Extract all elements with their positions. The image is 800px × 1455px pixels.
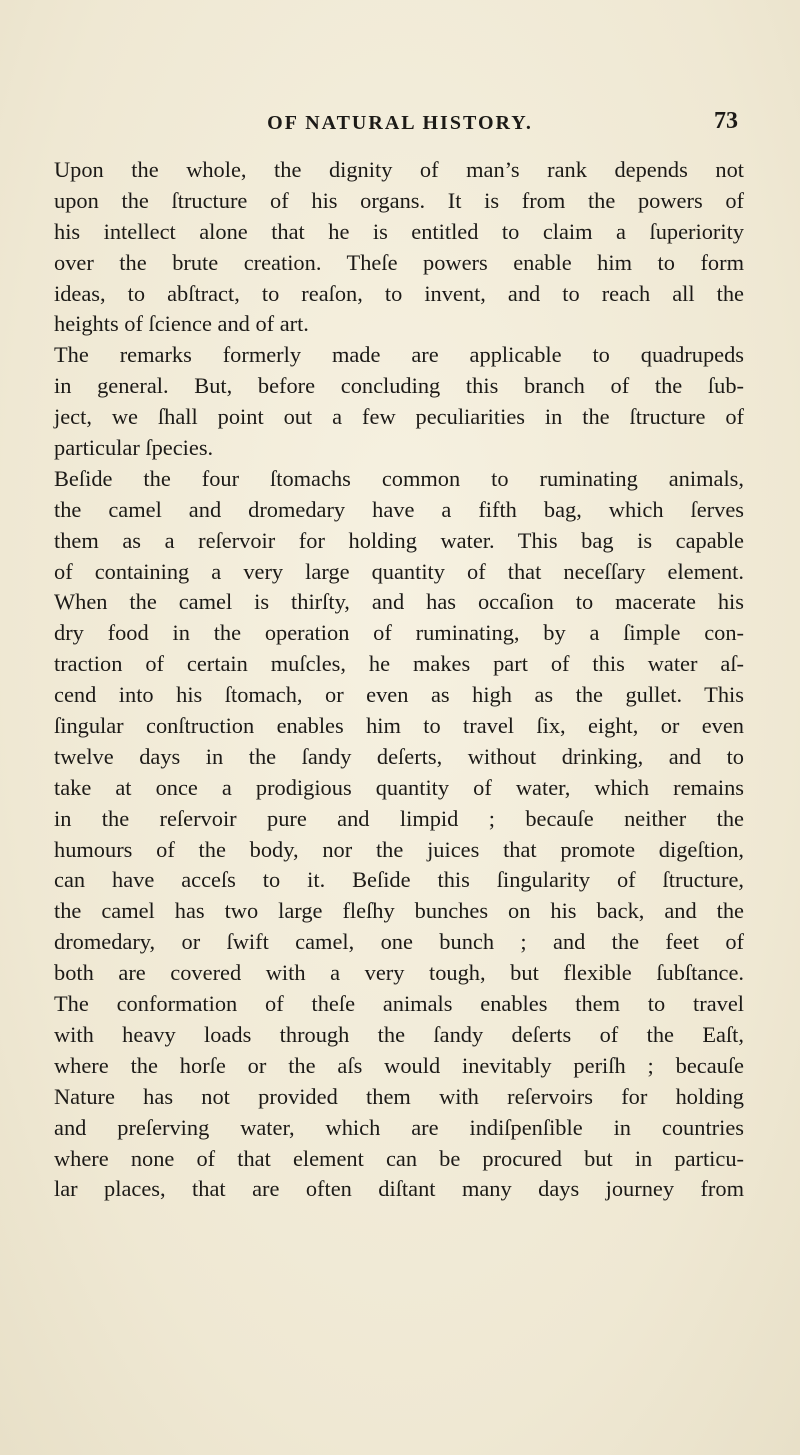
text-line: dromedary, or ſwift camel, one bunch ; and the feet of <box>54 929 744 955</box>
text-line: humours of the body, nor the juices that promote digeſtion, <box>54 836 744 862</box>
text-line: Nature has not provided them with reſervoirs for holding <box>54 1083 744 1109</box>
text-line: heights of ſcience and of art. <box>54 311 309 337</box>
running-head <box>0 108 800 142</box>
text-line: Beſide the four ſtomachs common to ruminating animals, <box>54 465 744 491</box>
text-line: dry food in the operation of ruminating, by a ſimple con- <box>54 620 744 646</box>
text-line: When the camel is thirſty, and has occaſion to macerate his <box>54 589 744 615</box>
text-line: lar places, that are often diſtant many days journey from <box>54 1176 744 1202</box>
text-line: the camel and dromedary have a fifth bag, which ſerves <box>54 496 744 522</box>
text-line: twelve days in the ſandy deſerts, without drinking, and to <box>54 743 744 769</box>
text-line: them as a reſervoir for holding water. This bag is capable <box>54 527 744 553</box>
text-line: where the horſe or the aſs would inevitably periſh ; becauſe <box>54 1052 744 1078</box>
text-line: particular ſpecies. <box>54 435 214 461</box>
text-line: in the reſervoir pure and limpid ; becauſe neither the <box>54 805 744 831</box>
text-line: The remarks formerly made are applicable to quadrupeds <box>54 342 744 368</box>
text-line: of containing a very large quantity of that neceſſary element. <box>54 558 744 584</box>
text-line: upon the ſtructure of his organs. It is from the powers of <box>54 187 744 213</box>
running-title: OF NATURAL HISTORY. <box>267 112 533 134</box>
text-line: and preſerving water, which are indiſpenſible in countries <box>54 1114 744 1140</box>
text-line: with heavy loads through the ſandy deſerts of the Eaſt, <box>54 1021 744 1047</box>
text-line: ideas, to abſtract, to reaſon, to invent, and to reach all the <box>54 280 744 306</box>
text-line: traction of certain muſcles, he makes part of this water aſ- <box>54 651 744 677</box>
text-line: ſingular conſtruction enables him to travel ſix, eight, or even <box>54 713 744 739</box>
body-text <box>54 155 744 1205</box>
text-line: in general. But, before concluding this branch of the ſub- <box>54 373 744 399</box>
text-line: ject, we ſhall point out a few peculiarities in the ſtructure of <box>54 404 744 430</box>
page-number: 73 <box>714 108 738 134</box>
text-line: Upon the whole, the dignity of man’s rank depends not <box>54 157 744 182</box>
text-line: over the brute creation. Theſe powers enable him to form <box>54 249 744 275</box>
text-line: The conformation of theſe animals enables them to travel <box>54 991 744 1017</box>
text-line: the camel has two large fleſhy bunches on his back, and the <box>54 898 744 924</box>
text-line: both are covered with a very tough, but flexible ſubſtance. <box>54 960 744 986</box>
text-line: cend into his ſtomach, or even as high as the gullet. This <box>54 682 744 708</box>
text-line: where none of that element can be procured but in particu- <box>54 1145 744 1171</box>
text-line: can have acceſs to it. Beſide this ſingularity of ſtructure, <box>54 867 744 893</box>
text-line: take at once a prodigious quantity of water, which remains <box>54 774 744 800</box>
text-line: his intellect alone that he is entitled to claim a ſuperiority <box>54 218 744 244</box>
